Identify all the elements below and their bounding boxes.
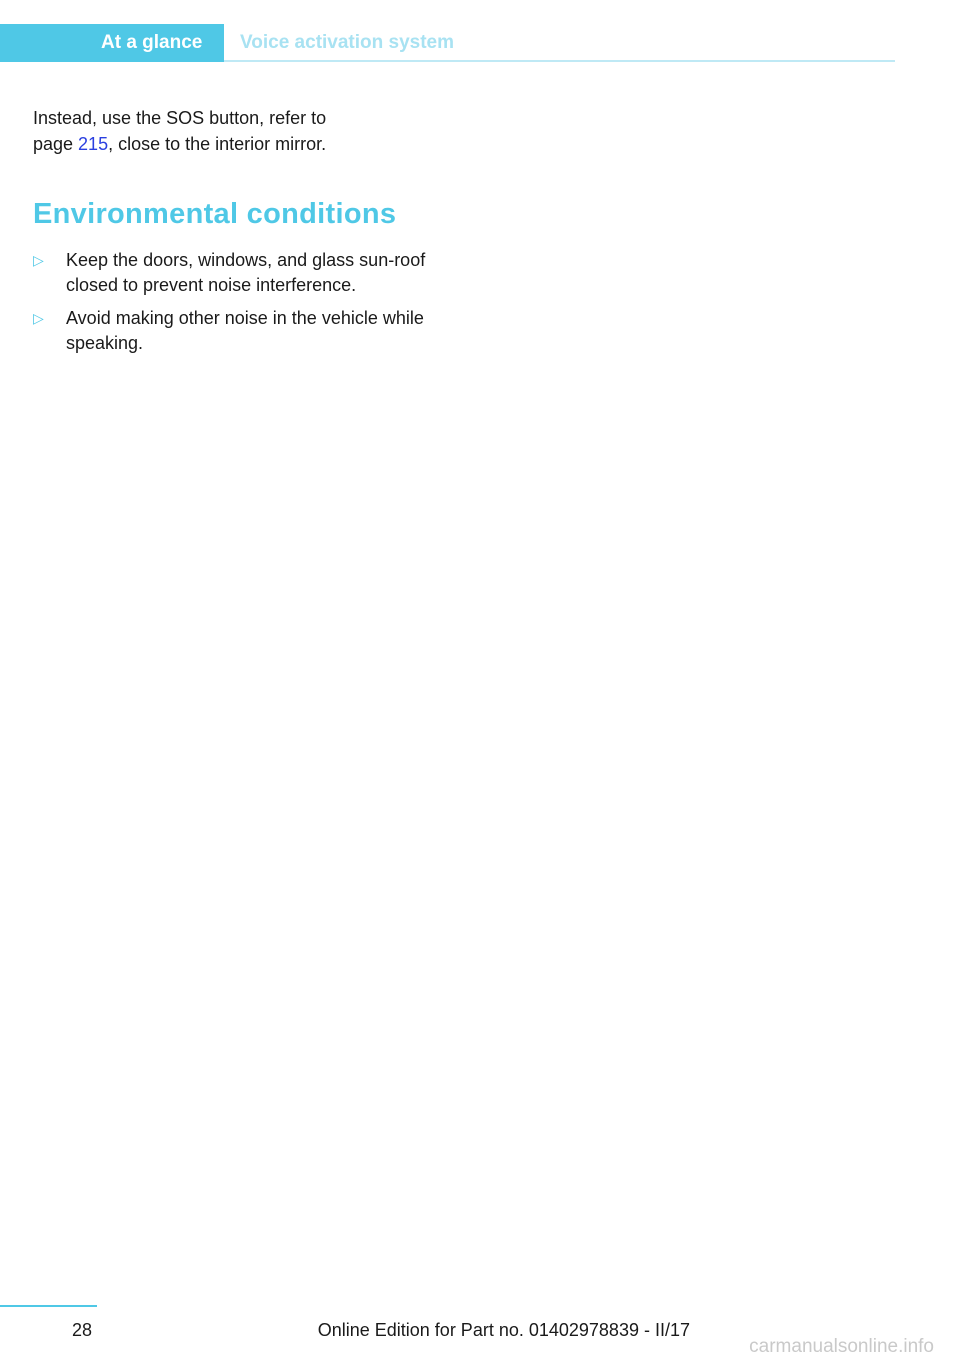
intro-line-2-suffix: , close to the interior mirror. — [108, 134, 327, 154]
conditions-list — [33, 248, 443, 364]
chapter-tab[interactable]: At a glance — [0, 24, 224, 62]
triangle-bullet-icon: ▷ — [33, 310, 44, 326]
list-item-text: Avoid making other noise in the vehicle while speaking. — [66, 308, 424, 353]
list-item-text: Keep the doors, windows, and glass sun‐roof closed to prevent noise interference. — [66, 250, 426, 295]
page-number: 28 — [72, 1320, 93, 1340]
section-title[interactable]: Voice activation system — [240, 32, 455, 53]
header-divider — [224, 60, 895, 62]
intro-paragraph — [33, 105, 453, 157]
list-item — [33, 248, 443, 298]
page-header — [0, 24, 895, 62]
watermark: carmanualsonline.info — [749, 1336, 934, 1357]
section-heading: Environmental conditions — [33, 198, 397, 230]
intro-line-1: Instead, use the SOS button, refer to — [33, 108, 327, 128]
triangle-bullet-icon: ▷ — [33, 252, 44, 268]
edition-note: Online Edition for Part no. 01402978839 - II/17 — [317, 1320, 690, 1340]
intro-page-prefix: page — [33, 134, 79, 154]
list-item — [33, 306, 443, 356]
page-reference-link[interactable]: 215 — [78, 134, 109, 154]
footer-divider — [0, 1305, 97, 1307]
